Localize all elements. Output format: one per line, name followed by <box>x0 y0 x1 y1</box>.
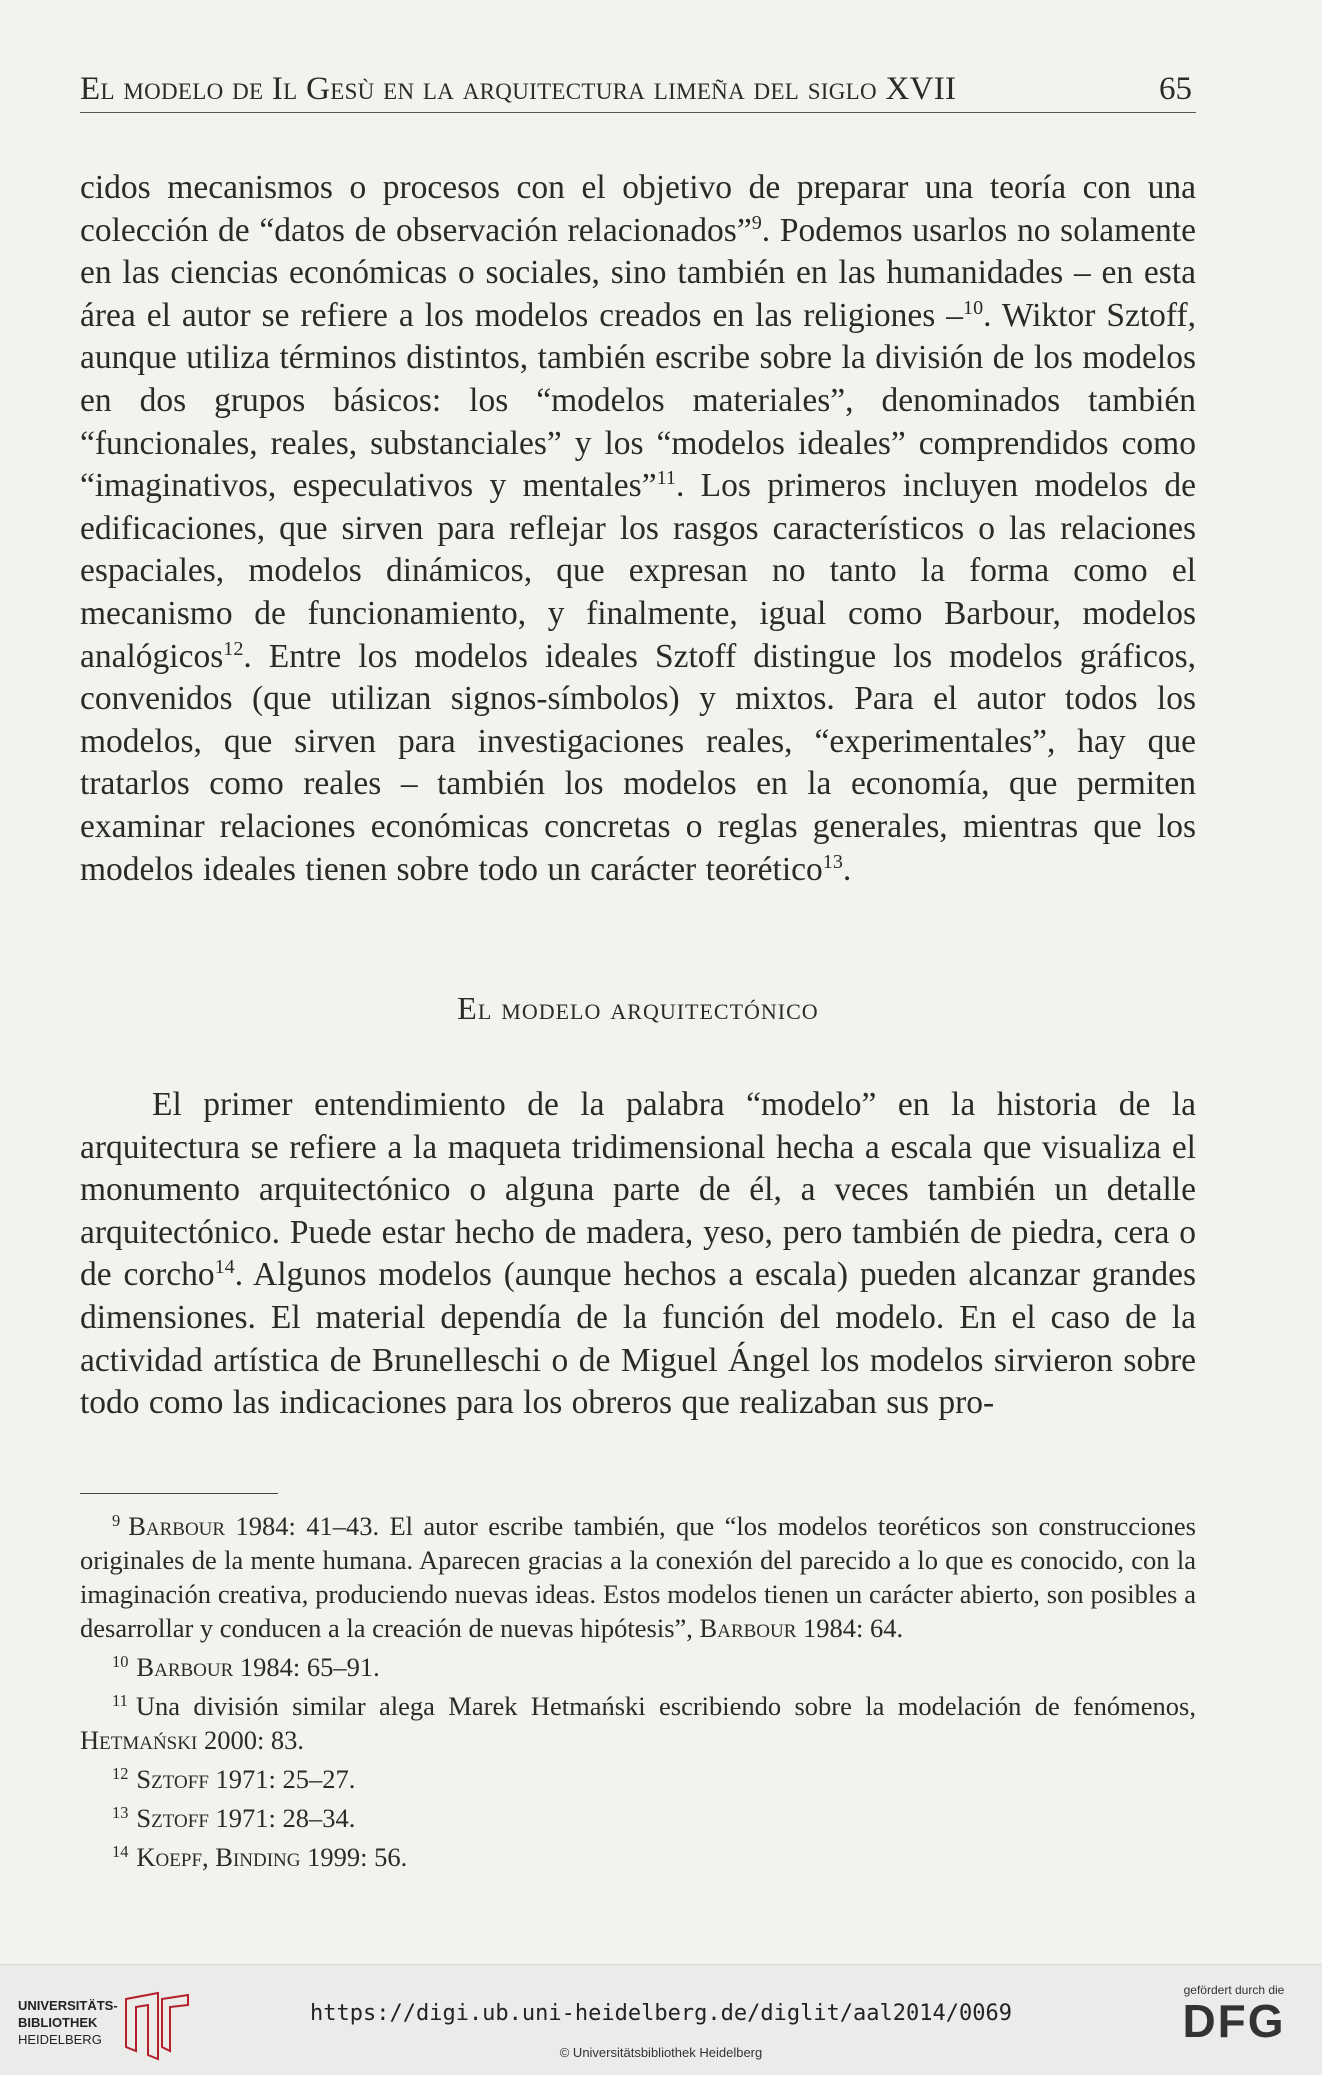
text-run: . Wiktor Sztoff, aunque utiliza términos distintos, también escribe sobre la división de los modelos en dos grupos básicos: los “modelos materiales”, denominados también “funcionales, reales, substanciales” y los “modelos ideales” comprendidos como “imaginativos, especulativos y mentales” <box>80 296 1196 505</box>
author-name: Sztoff <box>136 1803 209 1834</box>
footnote-number: 11 <box>112 1691 128 1711</box>
running-header <box>80 70 1196 113</box>
footnote-text: Una división similar alega Marek Hetmański escribiendo sobre la modelación de fenómenos, <box>135 1691 1196 1722</box>
author-name: Koepf, Binding <box>136 1842 301 1873</box>
text-run: El primer entendimiento de la palabra “modelo” en la historia de la arquitectura se refiere a la maqueta tridimensional hecha a escala que visualiza el monumento arquitectónico o alguna parte de él, a veces también un detalle arquitectónico. Puede estar hecho de madera, yeso, pero también de piedra, cera o de corcho <box>80 1086 1196 1294</box>
footnote-ref-14[interactable]: 14 <box>214 1256 235 1279</box>
footnote-text: 1999: 56. <box>300 1842 408 1873</box>
body-paragraph-2 <box>80 1084 1196 1425</box>
text-run: . Podemos usarlos no solamente en las ciencias económicas o sociales, sino también en las humanidades – en esta área el autor se refiere a los modelos creados en las religiones – <box>80 211 1196 334</box>
footnote-text: 1984: 64. <box>796 1613 904 1644</box>
library-name-line: HEIDELBERG <box>18 2032 102 2047</box>
footnote-text: 1984: 41–43. El autor escribe también, que “los modelos teoréticos son construcciones originales de la mente humana. Aparecen gracias a la conexión del parecido a lo que es conocido, con la imaginación creativa, produciendo nuevas ideas. Estos modelos tienen un carácter abierto, son posibles a desarrollar y conducen a la creación de nuevas hipótesis”, <box>80 1511 1196 1644</box>
author-name: Sztoff <box>136 1764 209 1795</box>
section-heading: El modelo arquitectónico <box>457 990 819 1026</box>
footnote-ref-11[interactable]: 11 <box>656 467 676 490</box>
text-run: . <box>842 850 852 888</box>
page-number: 65 <box>1159 71 1192 107</box>
funder-caption: gefördert durch die <box>1183 1983 1285 1997</box>
text-run: . Algunos modelos (aunque hechos a escala) pueden alcanzar grandes dimensiones. El material dependía de la función del modelo. En el caso de la actividad artística de Brunelleschi o de Miguel Ángel los modelos sirvieron sobre todo como las indicaciones para los obreros que realizaban sus pro- <box>80 1256 1196 1422</box>
footnote-ref-12[interactable]: 12 <box>223 637 244 660</box>
text-run: cidos mecanismos o procesos con el objetivo de preparar una teoría con una colección de “datos de observación relacionados” <box>80 169 1196 249</box>
author-name: Barbour <box>128 1511 226 1542</box>
footnote-number: 12 <box>112 1764 129 1784</box>
footnote-13 <box>80 1796 1196 1835</box>
footnote-text: 1971: 28–34. <box>208 1803 356 1834</box>
footnote-number: 10 <box>112 1652 129 1672</box>
footnote-ref-9[interactable]: 9 <box>751 211 762 234</box>
copyright-notice: © Universitätsbibliothek Heidelberg <box>559 2045 763 2060</box>
funder-block <box>1164 1983 1304 2045</box>
dfg-logo-icon[interactable]: DFG <box>1182 1995 1286 2047</box>
footnote-10 <box>80 1645 1196 1684</box>
footnote-number: 14 <box>112 1842 129 1862</box>
footnote-text: 1984: 65–91. <box>233 1652 380 1683</box>
footnote-text: 1971: 25–27. <box>208 1764 356 1795</box>
footnote-text: 2000: 83. <box>197 1725 305 1756</box>
footnote-9 <box>80 1504 1196 1645</box>
footnote-number: 9 <box>112 1511 121 1530</box>
source-url-link[interactable]: https://digi.ub.uni-heidelberg.de/diglit/aal2014/0069 <box>310 2001 1012 2026</box>
text-run: . Los primeros incluyen modelos de edificaciones, que sirven para reflejar los rasgos característicos o las relaciones espaciales, modelos dinámicos, que expresan no tanto la forma como el mecanismo de funcionamiento, y finalmente, igual como Barbour, modelos analógicos <box>80 467 1196 675</box>
footnote-ref-13[interactable]: 13 <box>822 850 843 873</box>
body-paragraph-1 <box>80 167 1196 891</box>
footnotes <box>80 1504 1196 1874</box>
digital-library-footer <box>0 1964 1322 2075</box>
footnote-ref-10[interactable]: 10 <box>963 296 984 319</box>
library-name-line: BIBLIOTHEK <box>18 2015 98 2030</box>
author-name: Hetmański <box>80 1725 198 1756</box>
footnote-divider <box>80 1493 278 1494</box>
footnote-number: 13 <box>112 1803 129 1823</box>
author-name: Barbour <box>136 1652 234 1683</box>
footnote-14 <box>80 1835 1196 1874</box>
text-run: . Entre los modelos ideales Sztoff distingue los modelos gráficos, convenidos (que utilizan signos-símbolos) y mixtos. Para el autor todos los modelos, que sirven para investigaciones reales, “experimentales”, hay que tratarlos como reales – también los modelos en la economía, que permiten examinar relaciones económicas concretas o reglas generales, mientras que los modelos ideales tienen sobre todo un carácter teorético <box>80 637 1196 888</box>
library-name-line: UNIVERSITÄTS- <box>18 1998 118 2013</box>
author-name: Barbour <box>699 1613 797 1644</box>
footnote-11 <box>80 1684 1196 1757</box>
footnote-12 <box>80 1757 1196 1796</box>
running-title: El modelo de Il Gesù en la arquitectura limeña del siglo XVII <box>80 71 957 107</box>
